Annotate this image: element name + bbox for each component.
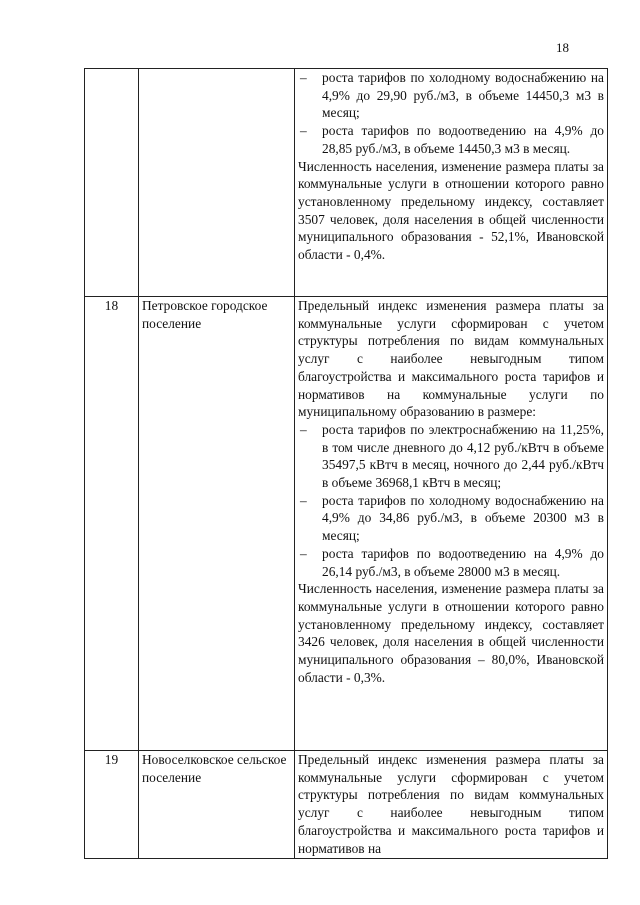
page-number: 18 — [556, 40, 569, 55]
description-cell — [295, 751, 608, 859]
list-item — [298, 122, 604, 157]
list-item — [298, 69, 604, 122]
table-row — [85, 297, 608, 751]
list-item — [298, 492, 604, 545]
description-cell — [295, 297, 608, 751]
row-number-cell: 18 — [85, 297, 139, 751]
intro-paragraph: Предельный индекс изменения размера платы за коммунальные услуги сформирован с учетом структуры потребления по видам коммунальных услуг с наиболее невыгодным типом благоустройства и максимального роста тарифов и нормативов на — [298, 752, 604, 856]
table-row — [85, 69, 608, 297]
bullet-text: роста тарифов по холодному водоснабжению на 4,9% до 29,90 руб./м3, в объеме 14450,3 м3 в месяц; — [322, 70, 604, 121]
row-number-cell — [85, 69, 139, 297]
list-item — [298, 545, 604, 580]
municipality-name-cell: Петровское городское поселение — [139, 297, 295, 751]
municipality-name-cell: Новоселковское сельское поселение — [139, 751, 295, 859]
population-paragraph: Численность населения, изменение размера платы за коммунальные услуги в отношении которого равно установленному предельному индексу, составляет 3426 человек, доля населения в общей численности муниципального образования – 80,0%, Ивановской области - 0,3%. — [298, 581, 604, 685]
list-item — [298, 421, 604, 492]
description-cell — [295, 69, 608, 297]
population-paragraph: Численность населения, изменение размера платы за коммунальные услуги в отношении которого равно установленному предельному индексу, составляет 3507 человек, доля населения в общей численности муниципального образования - 52,1%, Ивановской области - 0,4%. — [298, 158, 604, 263]
municipality-name-cell — [139, 69, 295, 297]
bullet-dash: – — [300, 421, 307, 437]
bullet-text: роста тарифов по водоотведению на 4,9% до 26,14 руб./м3, в объеме 28000 м3 в месяц. — [322, 545, 604, 579]
bullet-text: роста тарифов по водоотведению на 4,9% до 28,85 руб./м3, в объеме 14450,3 м3 в месяц. — [322, 123, 604, 156]
bullet-dash: – — [300, 70, 307, 85]
bullet-text: роста тарифов по холодному водоснабжению на 4,9% до 34,86 руб./м3, в объеме 20300 м3 в месяц; — [322, 492, 604, 544]
bullet-dash: – — [300, 123, 307, 139]
table-row — [85, 751, 608, 859]
bullet-dash: – — [300, 492, 307, 508]
bullet-text: роста тарифов по электроснабжению на 11,25%, в том числе дневного до 4,12 руб./кВтч в объеме 35497,5 кВтч в месяц, ночного до 2,44 руб./кВтч в объеме 36968,1 кВтч в месяц; — [322, 421, 604, 491]
bullet-dash: – — [300, 545, 307, 561]
intro-paragraph: Предельный индекс изменения размера платы за коммунальные услуги сформирован с учетом структуры потребления по видам коммунальных услуг с наиболее невыгодным типом благоустройства и максимального роста тарифов и нормативов на коммунальные услуги по муниципальному образованию в размере: — [298, 298, 604, 420]
tariff-table — [84, 68, 608, 859]
row-number-cell: 19 — [85, 751, 139, 859]
